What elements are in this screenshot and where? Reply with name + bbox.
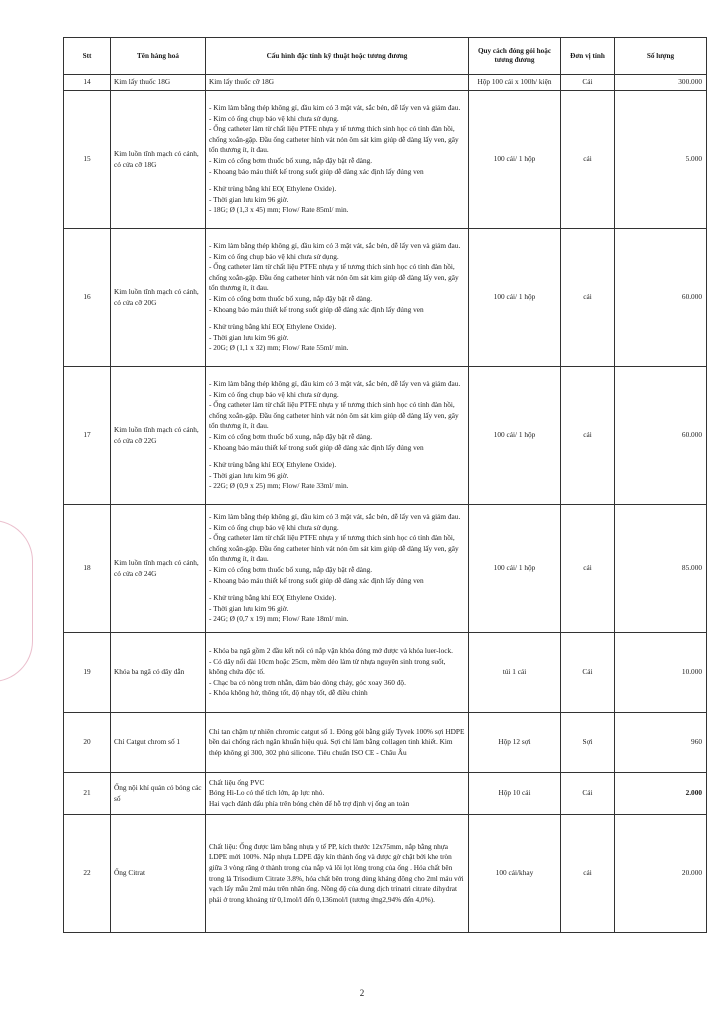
cell-packing: Hộp 100 cái x 100h/ kiện: [469, 75, 561, 91]
cell-packing: 100 cái/ 1 hộp: [469, 367, 561, 505]
spec-line: - Thời gian lưu kim 96 giờ.: [209, 194, 289, 204]
cell-name: Khóa ba ngã có dây dẫn: [111, 633, 206, 713]
table-row: [64, 815, 707, 933]
cell-stt: 14: [64, 75, 111, 91]
spec-line: - Kim có cổng bơm thuốc bổ xung, nắp đậy bật rễ dàng.: [209, 156, 373, 165]
spec-line: - Kim có ống chụp bảo vệ khi chưa sử dụng.: [209, 522, 339, 532]
page-number: 2: [359, 988, 365, 998]
spec-line: [209, 315, 465, 322]
header-packing: Quy cách đóng gói hoặc tương đương: [469, 38, 561, 75]
spec-line: - Kim làm bằng thép không gỉ, đầu kim có 3 mặt vát, sắc bén, dễ lấy ven và giảm đau.: [209, 512, 461, 522]
spec-line: Hai vạch đánh dấu phía trên bóng chèn để hỗ trợ định vị ống an toàn: [209, 798, 410, 808]
cell-spec: [206, 367, 469, 505]
table-row: [64, 713, 707, 773]
cell-packing: 100 cái/ 1 hộp: [469, 505, 561, 633]
spec-line: Chỉ tan chậm tự nhiên chromic catgut số 1. Đóng gói bằng giấy Tyvek 100% sợi HDPE bền dai chống rách ngăn khuẩn hiệu quả. Sợi chỉ làm bằng collagen tinh khiết. Kim thép không gỉ 300, 302 phủ silicone. Tiêu chuẩn ISO CE - Châu Âu: [209, 726, 465, 757]
cell-spec: [206, 633, 469, 713]
spec-line: - Kim có cổng bơm thuốc bổ xung, nắp đậy bật rễ dàng.: [209, 294, 373, 303]
cell-qty: 960: [615, 713, 707, 773]
cell-stt: 22: [64, 815, 111, 933]
cell-stt: 20: [64, 713, 111, 773]
spec-line: - Kim có ống chụp bảo vệ khi chưa sử dụng.: [209, 389, 339, 399]
cell-stt: 21: [64, 773, 111, 815]
cell-qty: 5.000: [615, 91, 707, 229]
cell-spec: [206, 815, 469, 933]
cell-qty: 10.000: [615, 633, 707, 713]
cell-packing: 100 cái/ 1 hộp: [469, 229, 561, 367]
cell-unit: Cái: [561, 75, 615, 91]
spec-line: - Kim làm bằng thép không gỉ, đầu kim có 3 mặt vát, sắc bén, dễ lấy ven và giảm đau.: [209, 379, 461, 389]
spec-line: - Khoang báo máu thiết kế trong suốt giúp dễ dàng xác định lấy đúng ven: [209, 304, 424, 314]
header-stt: Stt: [64, 38, 111, 75]
cell-qty: 2.000: [615, 773, 707, 815]
spec-line: - Kim có ống chụp bảo vệ khi chưa sử dụng.: [209, 251, 339, 261]
cell-spec: [206, 773, 469, 815]
cell-qty: 60.000: [615, 367, 707, 505]
spec-line: - Khóa không hở, thông tốt, độ nhạy tốt, dễ điều chỉnh: [209, 688, 368, 698]
table-row: [64, 367, 707, 505]
cell-spec: [206, 713, 469, 773]
spec-line: [209, 453, 465, 460]
table-header-row: [64, 38, 707, 75]
spec-line: - Ống catheter làm từ chất liệu PTFE nhựa y tế tương thích sinh học có tính đàn hồi, chống xoắn-gập. Đầu ống catheter hình vát nón ôm sát kim giúp dễ dàng lấy ven, gây tổn thương ít, ít đau.: [209, 400, 459, 431]
spec-line: - 22G; Ø (0,9 x 25) mm; Flow/ Rate 33ml/ min.: [209, 481, 349, 491]
spec-line: - Kim làm bằng thép không gỉ, đầu kim có 3 mặt vát, sắc bén, dễ lấy ven và giảm đau.: [209, 103, 461, 113]
cell-unit: cái: [561, 229, 615, 367]
cell-name: Kim luồn tĩnh mạch có cánh, có cửa cỡ 22G: [111, 367, 206, 505]
spec-line: - Khử trùng bằng khí EO( Ethylene Oxide).: [209, 460, 337, 470]
spec-line: - Khóa ba ngã gồm 2 đầu kết nối có nắp vặn khóa đóng mở được và khóa luer-lock.: [209, 646, 453, 656]
cell-unit: cái: [561, 815, 615, 933]
cell-unit: Cái: [561, 773, 615, 815]
cell-packing: Hộp 10 cái: [469, 773, 561, 815]
cell-spec: [206, 91, 469, 229]
table-row: [64, 91, 707, 229]
cell-name: Kim luồn tĩnh mạch có cánh, có cửa cỡ 20G: [111, 229, 206, 367]
cell-name: Kim luồn tĩnh mạch có cánh, có cửa cỡ 24G: [111, 505, 206, 633]
cell-packing: 100 cái/ 1 hộp: [469, 91, 561, 229]
spec-line: Kim lấy thuốc cỡ 18G: [209, 77, 275, 87]
spec-line: - 18G; Ø (1,3 x 45) mm; Flow/ Rate 85ml/ min.: [209, 205, 349, 215]
spec-line: - Thời gian lưu kim 96 giờ.: [209, 603, 289, 613]
cell-spec: [206, 75, 469, 91]
spec-line: - Có dây nối dài 10cm hoặc 25cm, mềm dẻo làm từ nhựa nguyên sinh trong suốt, không chứa độc tố.: [209, 656, 446, 677]
cell-stt: 16: [64, 229, 111, 367]
cell-stt: 19: [64, 633, 111, 713]
table-row: [64, 633, 707, 713]
cell-packing: túi 1 cái: [469, 633, 561, 713]
cell-name: Kim lấy thuốc 18G: [111, 75, 206, 91]
spec-line: - Ống catheter làm từ chất liệu PTFE nhựa y tế tương thích sinh học có tính đàn hồi, chống xoắn-gập. Đầu ống catheter hình vát nón ôm sát kim giúp dễ dàng lấy ven, gây tổn thương ít, ít đau.: [209, 533, 459, 564]
goods-table: [63, 37, 707, 933]
spec-line: - Thời gian lưu kim 96 giờ.: [209, 470, 289, 480]
cell-name: Ống nội khí quản có bóng các số: [111, 773, 206, 815]
spec-line: - Khử trùng bằng khí EO( Ethylene Oxide).: [209, 184, 337, 194]
table-row: [64, 75, 707, 91]
cell-unit: cái: [561, 367, 615, 505]
cell-stt: 18: [64, 505, 111, 633]
cell-qty: 60.000: [615, 229, 707, 367]
spec-line: - Kim có ống chụp bảo vệ khi chưa sử dụng.: [209, 113, 339, 123]
spec-line: [209, 586, 465, 593]
spec-line: - Kim có cổng bơm thuốc bổ xung, nắp đậy bật rễ dàng.: [209, 565, 373, 574]
cell-qty: 20.000: [615, 815, 707, 933]
spec-line: [209, 177, 465, 184]
spec-line: - Ống catheter làm từ chất liệu PTFE nhựa y tế tương thích sinh học có tính đàn hồi, chống xoắn-gập. Đầu ống catheter hình vát nón ôm sát kim giúp dễ dàng lấy ven, gây tổn thương ít, ít đau.: [209, 124, 459, 155]
spec-line: - Kim làm bằng thép không gỉ, đầu kim có 3 mặt vát, sắc bén, dễ lấy ven và giảm đau.: [209, 241, 461, 251]
cell-unit: cái: [561, 505, 615, 633]
cell-packing: Hộp 12 sợi: [469, 713, 561, 773]
spec-line: Chất liệu: Ống được làm bằng nhựa y tế PP, kích thước 12x75mm, nắp bằng nhựa LDPE mới 100%. Nắp nhựa LDPE đậy kín thành ống và được gờ chặt bởi khe tròn giữa 3 vòng răng ở thành trong của nắp và lõi lọt lòng trong của ống . Hóa chất bên trong là Trisodium Citrate 3.8%, hóa chất bên trong dùng kháng đông cho 2ml máu với vạch lấy mẫu 2ml máu trên nhãn ống. Nồng độ của dung dịch trinatri citrate dihydrat phải ở trong khoảng từ 0,1mol/l đến 0,136mol/l (tương ứng2,94% đến 4,0%).: [209, 841, 464, 904]
spec-line: - Khử trùng bằng khí EO( Ethylene Oxide).: [209, 322, 337, 332]
spec-line: - Khoang báo máu thiết kế trong suốt giúp dễ dàng xác định lấy đúng ven: [209, 575, 424, 585]
spec-line: - Chạc ba có nòng trơn nhẵn, đảm bảo dòng chảy, góc xoay 360 độ.: [209, 677, 406, 687]
cell-spec: [206, 505, 469, 633]
cell-name: Chỉ Catgut chrom số 1: [111, 713, 206, 773]
header-qty: Số lượng: [615, 38, 707, 75]
table-row: [64, 229, 707, 367]
cell-spec: [206, 229, 469, 367]
header-spec: Cấu hình đặc tính kỹ thuật hoặc tương đương: [206, 38, 469, 75]
spec-line: - 24G; Ø (0,7 x 19) mm; Flow/ Rate 18ml/ min.: [209, 614, 349, 624]
spec-line: - Ống catheter làm từ chất liệu PTFE nhựa y tế tương thích sinh học có tính đàn hồi, chống xoắn-gập. Đầu ống catheter hình vát nón ôm sát kim giúp dễ dàng lấy ven, gây tổn thương ít, ít đau.: [209, 262, 459, 293]
cell-unit: Cái: [561, 633, 615, 713]
spec-line: - Thời gian lưu kim 96 giờ.: [209, 332, 289, 342]
cell-qty: 300.000: [615, 75, 707, 91]
cell-stt: 15: [64, 91, 111, 229]
spec-line: - Khoang báo máu thiết kế trong suốt giúp dễ dàng xác định lấy đúng ven: [209, 166, 424, 176]
cell-unit: cái: [561, 91, 615, 229]
table-row: [64, 505, 707, 633]
spec-line: Bóng Hi-Lo có thể tích lớn, áp lực nhỏ.: [209, 788, 325, 798]
header-unit: Đơn vị tính: [561, 38, 615, 75]
spec-line: - Khử trùng bằng khí EO( Ethylene Oxide).: [209, 593, 337, 603]
cell-name: Kim luồn tĩnh mạch có cánh, có cửa cỡ 18G: [111, 91, 206, 229]
spec-line: Chất liệu ống PVC: [209, 777, 265, 787]
cell-qty: 85.000: [615, 505, 707, 633]
cell-name: Ống Citrat: [111, 815, 206, 933]
cell-packing: 100 cái/khay: [469, 815, 561, 933]
spec-line: - Khoang báo máu thiết kế trong suốt giúp dễ dàng xác định lấy đúng ven: [209, 442, 424, 452]
cell-stt: 17: [64, 367, 111, 505]
table-body: [64, 75, 707, 933]
stamp-mark: [0, 520, 33, 682]
spec-line: - Kim có cổng bơm thuốc bổ xung, nắp đậy bật rễ dàng.: [209, 432, 373, 441]
spec-line: - 20G; Ø (1,1 x 32) mm; Flow/ Rate 55ml/ min.: [209, 343, 349, 353]
header-name: Tên hàng hoá: [111, 38, 206, 75]
table-row: [64, 773, 707, 815]
cell-unit: Sợi: [561, 713, 615, 773]
